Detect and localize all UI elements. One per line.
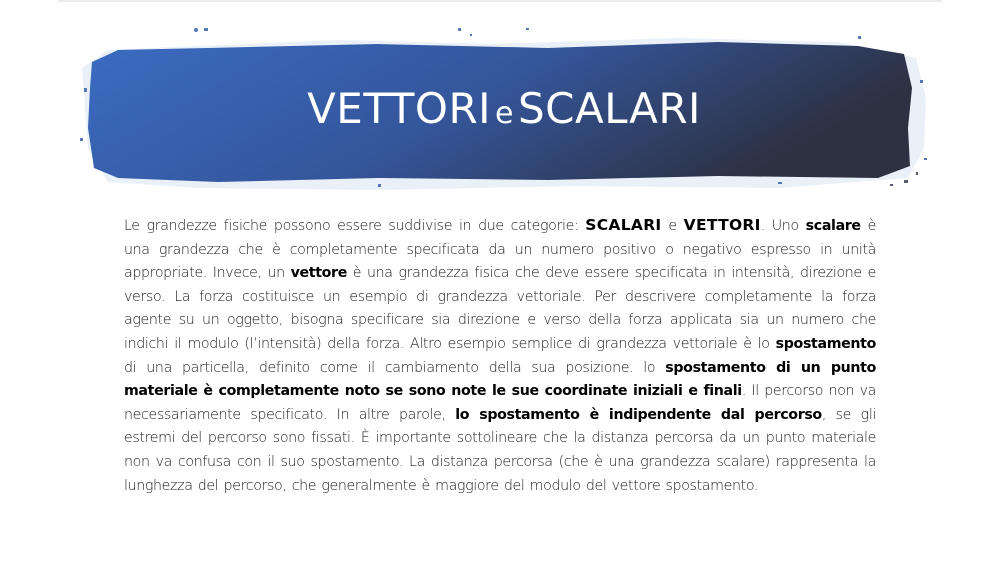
body-paragraph: Le grandezze fisiche possono essere suddivise in due categorie: SCALARI e VETTORI. Uno scalare è una grandezza che è completamente specificata da un numero positivo o negativo espresso in unità appropriate. Invece, un vettore è una grandezza fisica che deve essere specificata in intensità, direzione e verso. La forza costituisce un esempio di grandezza vettoriale. Per descrivere completamente la forza agente su un oggetto, bisogna specificare sia direzione e verso della forza applicata sia un numero che indichi il modulo (l’intensità) della forza. Altro esempio semplice di grandezza vettoriale è lo spostamento di una particella, definito come il cambiamento della sua posizione. lo spostamento di un punto materiale è completamente noto se sono note le sue coordinate iniziali e finali. Il percorso non va necessariamente specificato. In altre parole, lo spostamento è indipendente dal percorso, se gli estremi del percorso sono fissati. È importante sottolineare che la distanza percorsa da un punto materiale non va confusa con il suo spostamento. La distanza percorsa (che è una grandezza scalare) rappresenta la lunghezza del percorso, che generalmente è maggiore del modulo del vettore spostamento.	[124, 216, 877, 494]
keyword-spostamento: spostamento	[775, 335, 876, 352]
title-word-scalari: SCALARI	[518, 84, 701, 133]
keyword-vettori: VETTORI	[683, 216, 761, 234]
keyword-scalare: scalare	[805, 218, 861, 234]
title-word-vettori: VETTORI	[307, 84, 492, 133]
keyword-vettore: vettore	[290, 265, 347, 282]
title-connector: e	[495, 96, 515, 131]
title-banner	[78, 28, 930, 198]
emphasis-spostamento-definition: spostamento di un punto materiale è completamente noto se sono note le sue coordinate iniziali e finali	[124, 359, 876, 400]
top-divider	[58, 0, 942, 2]
emphasis-path-independence: lo spostamento è indipendente dal percorso	[455, 406, 822, 423]
keyword-scalari: SCALARI	[585, 216, 662, 234]
page-title	[78, 84, 930, 133]
